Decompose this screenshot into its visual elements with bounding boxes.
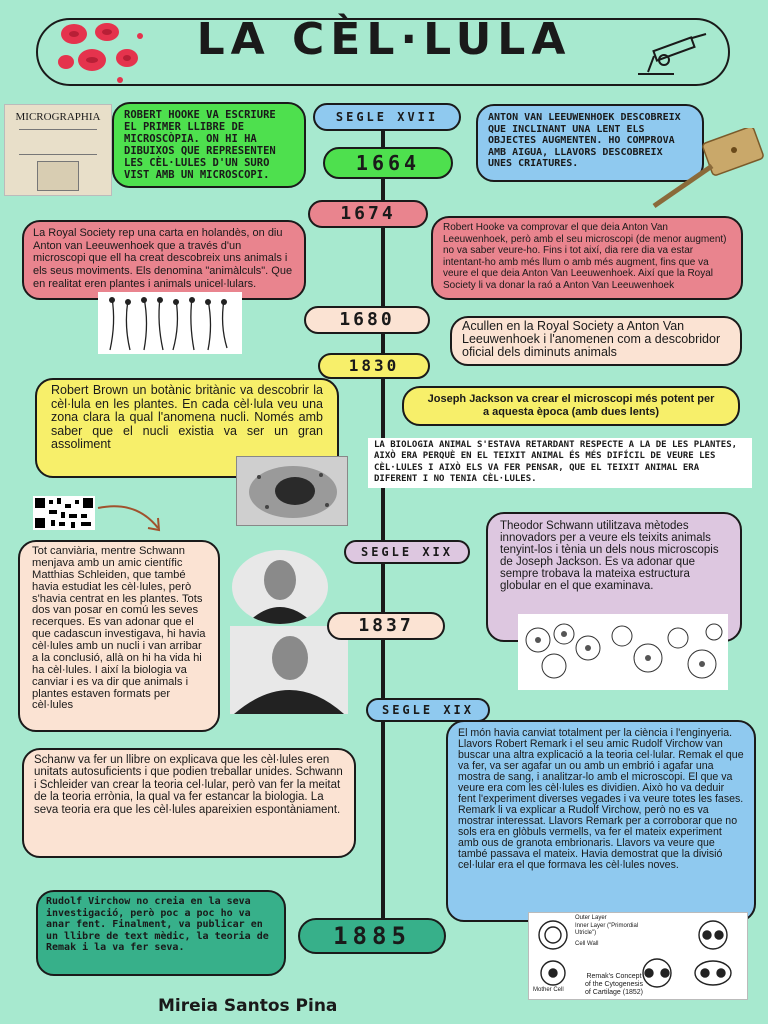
year-1837: 1837	[327, 612, 445, 640]
arrow-icon	[96, 498, 166, 538]
year-1674: 1674	[308, 200, 428, 228]
blood-cells-icon	[52, 18, 147, 88]
schleiden-portrait	[230, 626, 348, 714]
animalcules-drawing	[98, 292, 242, 354]
royal-society-1674-box: La Royal Society rep una carta en holandès, on diu Anton van Leeuwenhoek que a través d'un microscopi que ell ha creat descobreix uns animals i els seus moviments. Els denomina "animàlculs". Que en realitat eren plantes i animals unicel·lulars.	[22, 220, 306, 300]
figure-label-mother: Mother Cell	[533, 987, 564, 993]
virchow-1885-box: Rudolf Virchow no creia en la seva investigació, però poc a poc ho va anar fent. Finalment, va publicar en un llibre de text mèdic, la teoria de Remak i la va fer seva.	[36, 890, 286, 976]
figure-label-outer: Outer Layer	[575, 915, 607, 921]
brown-1830-box: Robert Brown un botànic britànic va descobrir la cèl·lula en les plantes. En cada cèl·lula veu una zona clara la qual l'anomena nucli. Només amb saber que el nucli existia va ser un gran assoliment	[35, 378, 339, 478]
qr-code-image[interactable]	[33, 496, 95, 530]
microscope-icon	[634, 28, 714, 78]
cell-nucleus-image	[236, 456, 348, 526]
segle-xix-label-1: SEGLE XIX	[344, 540, 470, 564]
year-1664: 1664	[323, 147, 453, 179]
jackson-1830-box: Joseph Jackson va crear el microscopi més potent per a aquesta època (amb dues lents)	[402, 386, 740, 426]
figure-label-inner: Inner Layer ("Primordial Utricle")	[575, 923, 639, 937]
remak-box: El món havia canviat totalment per la ciència i l'enginyeria. Llavors Robert Remark i el seu amic Rudolf Virchow van buscar una altra explicació a la teoria cel·lular. Remak el que va fer, va ser agafar un ou amb un embrió i agafar una mostra de sang, i analitzar-lo amb el microscopi. El que va veure era com les cèl·lules es dividien. Això ho va deduir fent l'experiment diverses vegades i va veure totes les fases. Remark li va explicar a Rudolf Virchow, però no es va mostrar interessat. Llavors Remark per a corroborar que no sols era en glòbuls vermells, va fer el mateix experiment amb ous de granota embrionaris. Llavors va veure que també passava el mateix. Havia demostrat que la divisió cel·lular era el que formava les cèl·lules noves.	[446, 720, 756, 922]
year-1830: 1830	[318, 353, 430, 379]
author-name: Mireia Santos Pina	[158, 996, 338, 1016]
schwann-book-box: Schanw va fer un llibre on explicava que les cèl·lules eren unitats autosuficients i que podien treballar unides. Schwann i Schleider van crear la teoria cel·lular, però van fer la meitat de la teoria errònia, la qual va fer estancar la biologia. La seva teoria era que les cèl·lules apareixien espontàniament.	[22, 748, 356, 858]
figure-label-wall: Cell Wall	[575, 941, 599, 947]
remak-cytogenesis-figure	[528, 912, 748, 1000]
segle-xix-label-2: SEGLE XIX	[366, 698, 490, 722]
hooke-1674-box: Robert Hooke va comprovar el que deia Anton Van Leeuwenhoek, però amb el seu microscopi (de menor augment) no va saber veure-ho. Fins i tot així, dia rere dia va estar intentant-ho amb més llum o amb més augment, fins que va veure el que deia Anton Van Leeuwenhoek. Així que la Royal Society li va donar la raó a Anton Van Leeuwenhoek	[431, 216, 743, 300]
page-title: LA CÈL·LULA	[196, 14, 572, 65]
segle-xvii-label: SEGLE XVII	[313, 103, 461, 131]
acullen-1680-box: Acullen en la Royal Society a Anton Van Leeuwenhoek i l'anomenen com a descobridor oficial dels diminuts animals	[450, 316, 742, 366]
year-1680: 1680	[304, 306, 430, 334]
year-1885: 1885	[298, 918, 446, 954]
figure-caption: Remak's Concept of the Cytogenesis of Cartilage (1852)	[585, 973, 643, 997]
leeuwenhoek-1664-box: ANTON VAN LEEUWENHOEK DESCOBREIX QUE INCLINANT UNA LENT ELS OBJECTES AUGMENTEN. HO COMPROVA AMB AIGUA, LLAVORS DESCOBREIX UNES CRIATURES.	[476, 104, 704, 182]
book-title-text: MICROGRAPHIA	[15, 111, 101, 123]
schwann-methods-box: Theodor Schwann utilitzava mètodes innovadors per a veure els teixits animals tenyint-los i tènia un dels nous microscopis de Joseph Jackson. Es va adonar que sempre trobava la mateixa estructura globular en el que examinava.	[486, 512, 742, 642]
schwann-portrait	[232, 550, 328, 624]
micrographia-cover-image	[4, 104, 112, 196]
biologia-1830-text: LA BIOLOGIA ANIMAL S'ESTAVA RETARDANT RESPECTE A LA DE LES PLANTES, AIXÒ ERA PERQUÈ EN EL TEIXIT ANIMAL ÉS MÉS DIFÍCIL DE VEURE LES CÈL·LULES I AIXÒ ELS VA FER PENSAR, QUE EL TEIXIT ANIMAL ERA DIFERENT I NO TENIA CÈL·LULES.	[368, 438, 752, 488]
cell-sketch-drawing	[518, 614, 728, 690]
leeuwenhoek-microscope-image	[646, 128, 766, 214]
hooke-1664-box: ROBERT HOOKE VA ESCRIURE EL PRIMER LLIBRE DE MICROSCÒPIA. ON HI HA DIBUIXOS QUE REPRESENTEN LES CÈL·LULES D'UN SURO VIST AMB UN MICROSCOPI.	[112, 102, 306, 188]
schwann-schleiden-box: Tot canviària, mentre Schwann menjava amb un amic científic Matthias Schleiden, que també havia estudiat les cèl·lules, però s'havia centrat en les plantes. Tots dos van posar en comú les seves recerques. Es van adonar que el que cadascun investigava, hi havia cèl·lules amb un nucli i van arribar a la conclusió, allà on hi ha vida hi ha cèl·lules. I així la biologia va canviar i es va dir que animals i plantes estaven formats per cèl·lules	[18, 540, 220, 732]
